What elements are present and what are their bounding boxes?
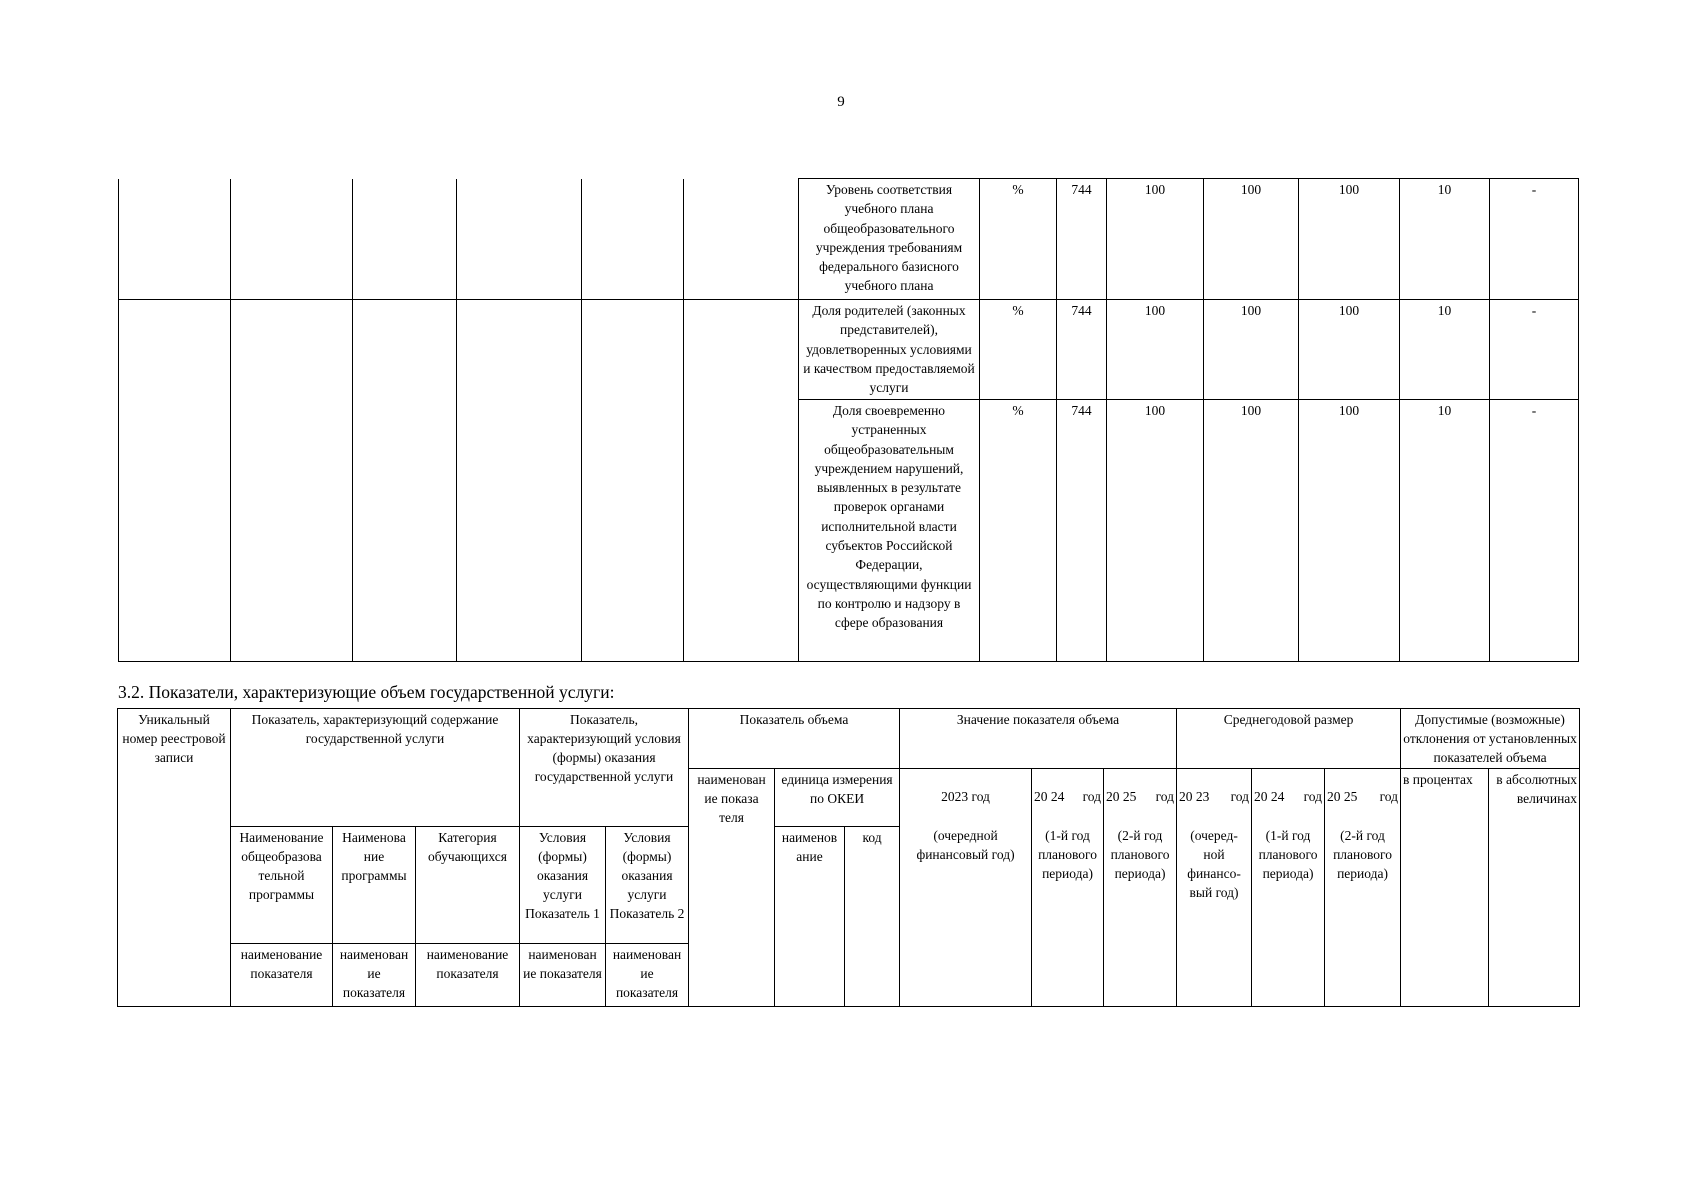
page-number: 9 — [837, 94, 845, 110]
empty-cell — [582, 400, 684, 662]
quality-indicators-table — [118, 178, 1579, 662]
header-deviation: Допустимые (возможные) отклонения от установленных показателей объема — [1401, 709, 1580, 769]
header-volume-indicator: Показатель объема — [689, 709, 900, 769]
value-2024-year: 20 24 — [1034, 789, 1065, 804]
indicator-name-label: наименован ие показателя — [606, 944, 689, 1007]
deviation-percent-cell: 10 — [1400, 179, 1490, 300]
value-2024-cell: 100 — [1204, 179, 1299, 300]
section-title: 3.2. Показатели, характеризующие объем государственной услуги: — [118, 682, 615, 702]
header-unique-number: Уникальный номер реестровой записи — [118, 709, 231, 1007]
value-2023-cell: 100 — [1107, 400, 1204, 662]
header-deviation-absolute: в абсолютных величинах — [1489, 769, 1580, 1007]
empty-cell — [582, 179, 684, 300]
table-row — [119, 400, 1579, 662]
empty-cell — [119, 300, 231, 400]
empty-cell — [119, 400, 231, 662]
empty-cell — [231, 179, 353, 300]
deviation-absolute-cell: - — [1490, 300, 1579, 400]
avg-2023-sub: (очеред- ной финансо- вый год) — [1187, 828, 1241, 900]
value-2025-cell: 100 — [1299, 400, 1400, 662]
value-2024-cell: 100 — [1204, 300, 1299, 400]
header-volume-value: Значение показателя объема — [900, 709, 1177, 769]
value-2023-cell: 100 — [1107, 179, 1204, 300]
header-program-name: Наименование общеобразова тельной программы — [231, 827, 333, 944]
value-2023-sub: (очередной финансовый год) — [916, 828, 1015, 862]
header-average-annual: Среднегодовой размер — [1177, 709, 1401, 769]
empty-cell — [457, 179, 582, 300]
empty-cell — [353, 400, 457, 662]
value-2023-cell: 100 — [1107, 300, 1204, 400]
unit-cell: % — [980, 400, 1057, 662]
indicator-name-label: наименован ие показателя — [520, 944, 606, 1007]
table-row — [119, 179, 1579, 300]
avg-2024-year: 20 24 — [1254, 789, 1285, 804]
deviation-absolute-cell: - — [1490, 400, 1579, 662]
avg-2025-year: 20 25 — [1327, 789, 1358, 804]
value-2024-year-word: год — [1082, 789, 1102, 804]
deviation-absolute-cell: - — [1490, 179, 1579, 300]
value-2025-cell: 100 — [1299, 179, 1400, 300]
header-conditions-indicator: Показатель, характеризующий условия (формы) оказания государственной услуги — [520, 709, 689, 827]
header-volume-name: наименован ие показа теля — [689, 769, 775, 1007]
avg-2024-sub: (1-й год планового периода) — [1258, 828, 1318, 881]
deviation-percent-cell: 10 — [1400, 400, 1490, 662]
unit-cell: % — [980, 179, 1057, 300]
avg-2023-year-word: год — [1230, 789, 1250, 804]
empty-cell — [582, 300, 684, 400]
okei-code-cell: 744 — [1057, 400, 1107, 662]
volume-indicators-table — [117, 708, 1580, 1007]
deviation-percent-cell: 10 — [1400, 300, 1490, 400]
header-condition-1: Условия (формы) оказания услуги Показатель 1 — [520, 827, 606, 944]
value-2023-year: 2023 год — [941, 789, 990, 804]
indicator-name-label: наименование показателя — [231, 944, 333, 1007]
value-2025-cell: 100 — [1299, 300, 1400, 400]
empty-cell — [684, 300, 799, 400]
header-value-2023 — [900, 769, 1032, 1007]
header-deviation-percent: в процентах — [1401, 769, 1489, 1007]
value-2025-year: 20 25 — [1106, 789, 1137, 804]
header-condition-2: Условия (формы) оказания услуги Показатель 2 — [606, 827, 689, 944]
empty-cell — [119, 179, 231, 300]
value-2024-cell: 100 — [1204, 400, 1299, 662]
header-program: Наименова ние программы — [333, 827, 416, 944]
header-content-indicator: Показатель, характеризующий содержание государственной услуги — [231, 709, 520, 827]
header-avg-2023 — [1177, 769, 1252, 1007]
header-okei-unit: единица измерения по ОКЕИ — [775, 769, 900, 827]
empty-cell — [684, 400, 799, 662]
indicator-name-label: наименование показателя — [416, 944, 520, 1007]
okei-code-cell: 744 — [1057, 179, 1107, 300]
empty-cell — [684, 179, 799, 300]
avg-2025-sub: (2-й год планового периода) — [1333, 828, 1392, 881]
header-value-2024 — [1032, 769, 1104, 1007]
table-row — [119, 300, 1579, 400]
avg-2024-year-word: год — [1303, 789, 1323, 804]
header-value-2025 — [1104, 769, 1177, 1007]
value-2024-sub: (1-й год планового периода) — [1038, 828, 1097, 881]
empty-cell — [457, 400, 582, 662]
indicator-name-label: наименован ие показателя — [333, 944, 416, 1007]
okei-code-cell: 744 — [1057, 300, 1107, 400]
empty-cell — [353, 300, 457, 400]
empty-cell — [457, 300, 582, 400]
header-avg-2025 — [1325, 769, 1401, 1007]
empty-cell — [353, 179, 457, 300]
value-2025-sub: (2-й год планового периода) — [1110, 828, 1170, 881]
indicator-name: Доля родителей (законных представителей), удовлетворенных условиями и качеством предоставляемой услуги — [799, 300, 980, 400]
avg-2025-year-word: год — [1379, 789, 1399, 804]
header-category: Категория обучающихся — [416, 827, 520, 944]
indicator-name: Уровень соответствия учебного плана общеобразовательного учреждения требованиям федерального базисного учебного плана — [799, 179, 980, 300]
header-unit-code: код — [845, 827, 900, 1007]
header-unit-name: наименов ание — [775, 827, 845, 1007]
unit-cell: % — [980, 300, 1057, 400]
header-avg-2024 — [1252, 769, 1325, 1007]
indicator-name: Доля своевременно устраненных общеобразовательным учреждением нарушений, выявленных в результате проверок органами исполнительной власти субъектов Российской Федерации, осуществляющими функции по контролю и надзору в сфере образования — [799, 400, 980, 662]
value-2025-year-word: год — [1155, 789, 1175, 804]
empty-cell — [231, 300, 353, 400]
empty-cell — [231, 400, 353, 662]
avg-2023-year: 20 23 — [1179, 789, 1210, 804]
